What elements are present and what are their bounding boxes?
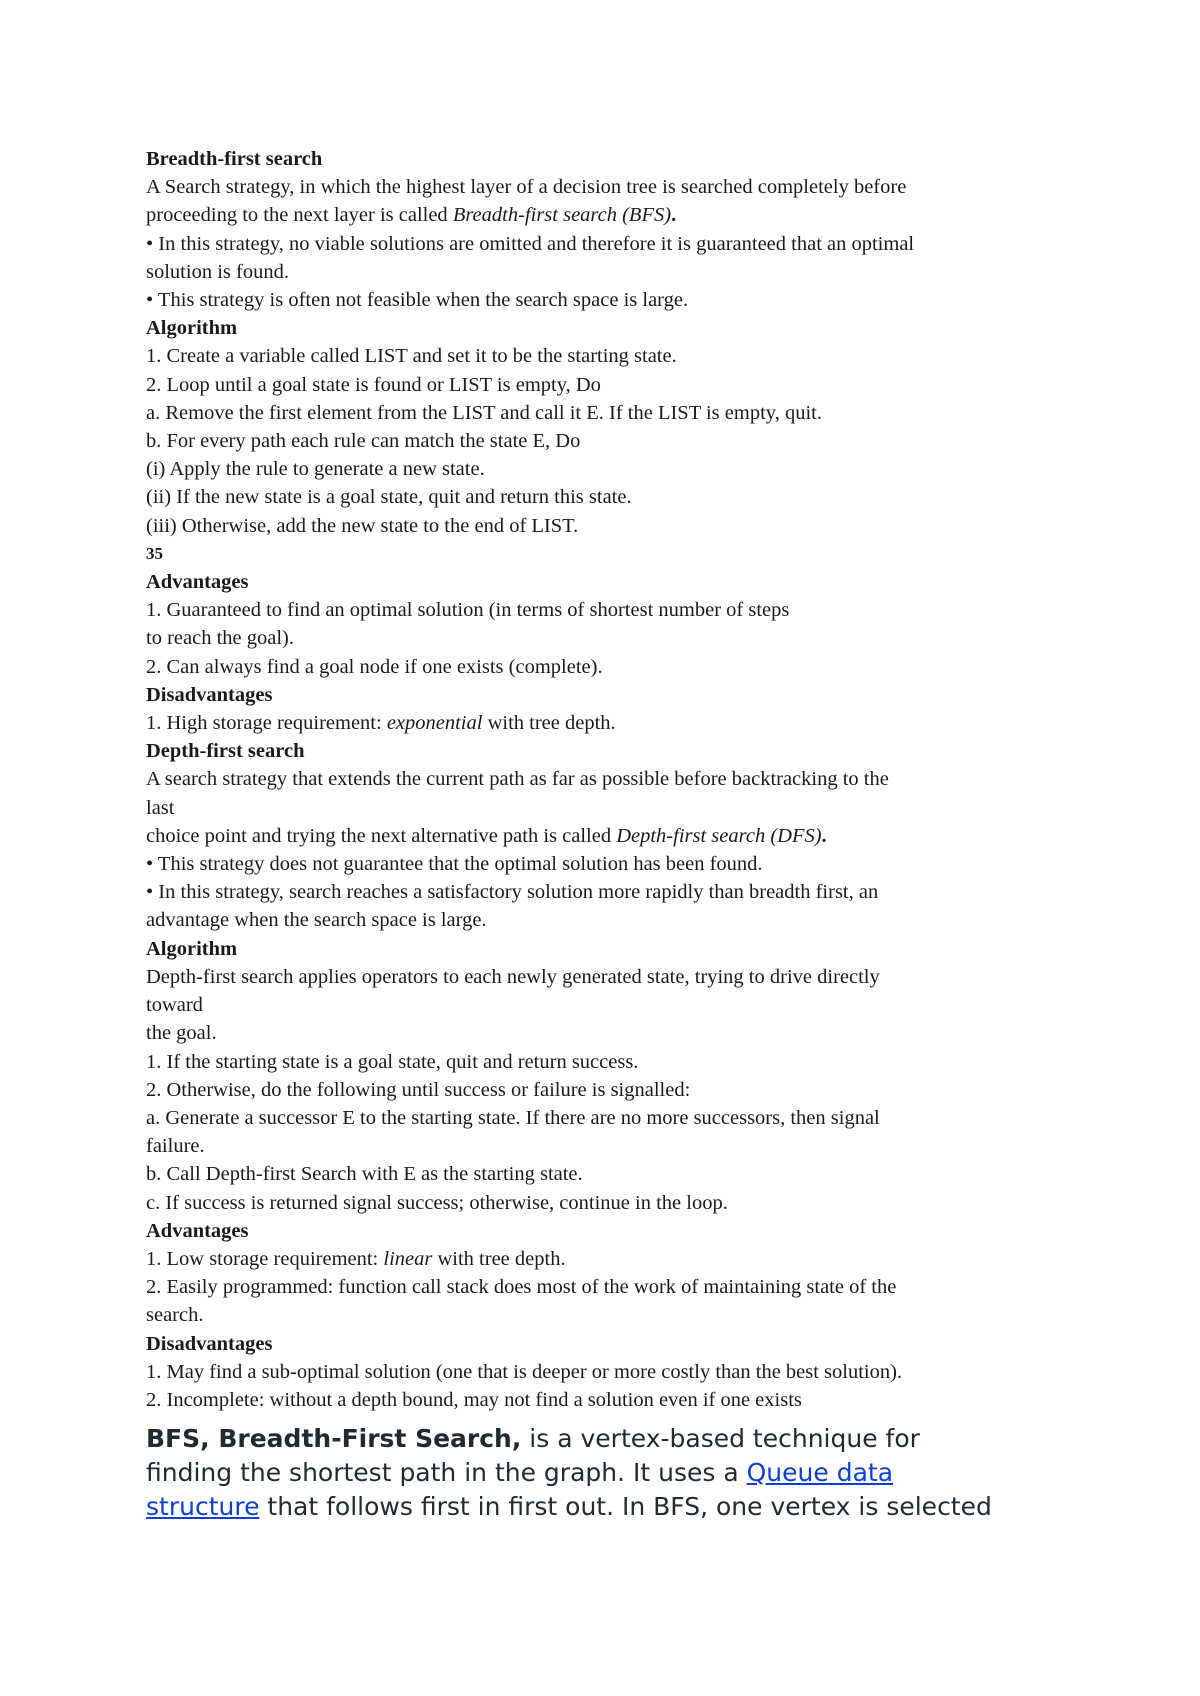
dfs-step-cont: failure.: [146, 1135, 205, 1158]
dfs-step: 2. Otherwise, do the following until success or failure is signalled:: [146, 1078, 691, 1101]
bfs-title: Breadth-first search: [146, 148, 323, 170]
document-body: [146, 145, 1086, 1414]
bfs-advantage: 1. Guaranteed to find an optimal solution (in terms of shortest number of steps: [146, 599, 790, 622]
bfs-bullet-cont: solution is found.: [146, 260, 289, 283]
dfs-advantage: 1. Low storage requirement: linear with tree depth.: [146, 1247, 566, 1270]
dfs-disadvantage: 2. Incomplete: without a depth bound, may not find a solution even if one exists: [146, 1388, 802, 1411]
dfs-intro-line: choice point and trying the next alternative path is called Depth-first search (DFS).: [146, 824, 827, 847]
bfs-disadvantage: 1. High storage requirement: exponential with tree depth.: [146, 712, 616, 735]
dfs-intro-line: A search strategy that extends the current path as far as possible before backtracking to the: [146, 768, 889, 791]
dfs-step: b. Call Depth-first Search with E as the starting state.: [146, 1163, 583, 1186]
bfs-term: Breadth-first search (BFS): [452, 204, 672, 227]
dfs-advantage: 2. Easily programmed: function call stack does most of the work of maintaining state of the: [146, 1276, 897, 1299]
bfs-summary-paragraph: BFS, Breadth-First Search, is a vertex-based technique for finding the shortest path in the graph. It uses a Queue data structure that follows first in first out. In BFS, one vertex is selected: [146, 1424, 992, 1521]
dfs-algorithm-heading: Algorithm: [146, 937, 238, 960]
dfs-algo-text: Depth-first search applies operators to each newly generated state, trying to drive directly: [146, 965, 880, 988]
dfs-step: 1. If the starting state is a goal state, quit and return success.: [146, 1050, 639, 1073]
bfs-advantage: 2. Can always find a goal node if one exists (complete).: [146, 655, 603, 678]
bfs-step: (iii) Otherwise, add the new state to the end of LIST.: [146, 514, 579, 537]
page-number: 35: [146, 543, 163, 563]
dfs-bullet: • In this strategy, search reaches a satisfactory solution more rapidly than breadth first, an: [146, 881, 879, 904]
bfs-advantage-cont: to reach the goal).: [146, 627, 294, 650]
dfs-advantage-cont: search.: [146, 1304, 204, 1327]
dfs-step: c. If success is returned signal success; otherwise, continue in the loop.: [146, 1191, 728, 1214]
dfs-step: a. Generate a successor E to the starting state. If there are no more successors, then signal: [146, 1106, 880, 1129]
bfs-bullet: • In this strategy, no viable solutions are omitted and therefore it is guaranteed that an optimal: [146, 232, 915, 255]
bfs-bullet: • This strategy is often not feasible when the search space is large.: [146, 289, 689, 312]
bfs-advantages-heading: Advantages: [146, 571, 249, 594]
bfs-step: b. For every path each rule can match the state E, Do: [146, 430, 581, 453]
dfs-algo-text: the goal.: [146, 1022, 217, 1045]
queue-data-structure-link[interactable]: structure: [146, 1492, 260, 1521]
bfs-step: 2. Loop until a goal state is found or LIST is empty, Do: [146, 373, 601, 396]
queue-data-structure-link[interactable]: Queue data: [746, 1458, 894, 1487]
dfs-bullet: • This strategy does not guarantee that the optimal solution has been found.: [146, 853, 763, 876]
bfs-algorithm-heading: Algorithm: [146, 317, 238, 340]
bfs-disadvantages-heading: Disadvantages: [146, 683, 273, 706]
dfs-title: Depth-first search: [146, 740, 305, 763]
bfs-step: (ii) If the new state is a goal state, quit and return this state.: [146, 486, 632, 509]
bfs-step: (i) Apply the rule to generate a new state.: [146, 458, 485, 481]
dfs-algo-text: toward: [146, 994, 203, 1017]
bfs-summary-term: BFS, Breadth-First Search,: [146, 1424, 522, 1453]
bfs-intro-line: proceeding to the next layer is called Breadth-first search (BFS).: [146, 204, 677, 227]
dfs-disadvantage: 1. May find a sub-optimal solution (one that is deeper or more costly than the best solution).: [146, 1360, 903, 1383]
bfs-step: 1. Create a variable called LIST and set it to be the starting state.: [146, 345, 677, 368]
dfs-intro-line: last: [146, 796, 175, 819]
dfs-advantages-heading: Advantages: [146, 1219, 249, 1242]
dfs-disadvantages-heading: Disadvantages: [146, 1332, 273, 1355]
dfs-term: Depth-first search (DFS): [616, 824, 822, 847]
bfs-intro-line: A Search strategy, in which the highest layer of a decision tree is searched completely before: [146, 176, 907, 199]
bfs-step: a. Remove the first element from the LIST and call it E. If the LIST is empty, quit.: [146, 401, 822, 424]
dfs-bullet-cont: advantage when the search space is large.: [146, 909, 487, 932]
